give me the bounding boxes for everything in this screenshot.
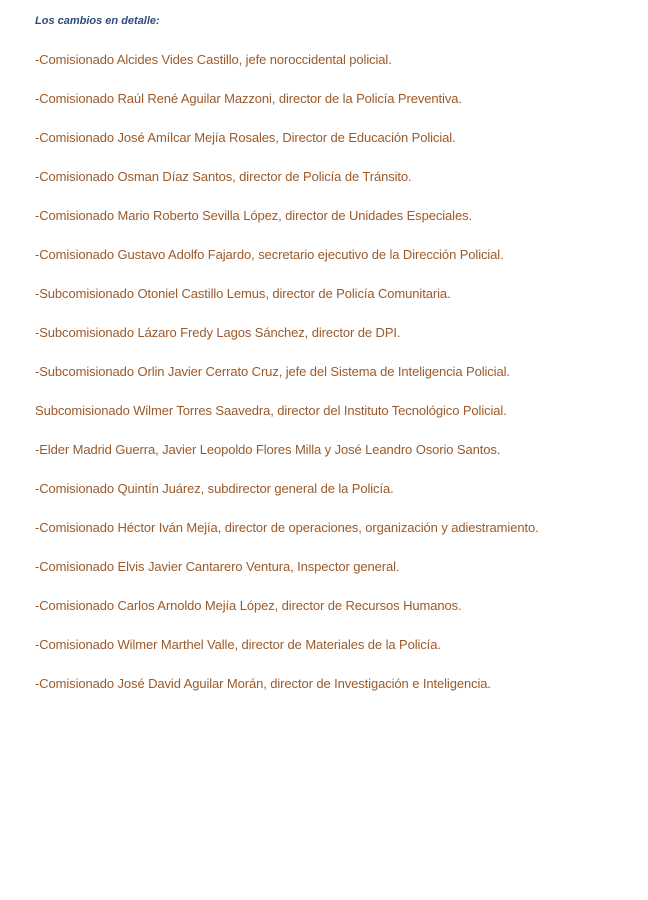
list-item: -Comisionado José David Aguilar Morán, director de Investigación e Inteligencia.	[35, 676, 491, 691]
list-item: -Comisionado Gustavo Adolfo Fajardo, secretario ejecutivo de la Dirección Policial.	[35, 247, 504, 262]
list-item: -Comisionado José Amílcar Mejía Rosales, Director de Educación Policial.	[35, 130, 456, 145]
list-item: -Comisionado Wilmer Marthel Valle, director de Materiales de la Policía.	[35, 637, 441, 652]
list-item: -Comisionado Elvis Javier Cantarero Ventura, Inspector general.	[35, 559, 400, 574]
list-item: -Comisionado Carlos Arnoldo Mejía López, director de Recursos Humanos.	[35, 598, 462, 613]
list-item: -Comisionado Osman Díaz Santos, director de Policía de Tránsito.	[35, 169, 412, 184]
list-item: -Comisionado Quintín Juárez, subdirector general de la Policía.	[35, 481, 394, 496]
list-item: -Comisionado Mario Roberto Sevilla López, director de Unidades Especiales.	[35, 208, 472, 223]
list-item: -Comisionado Héctor Iván Mejía, director de operaciones, organización y adiestramiento.	[35, 520, 539, 535]
list-item: Subcomisionado Wilmer Torres Saavedra, director del Instituto Tecnológico Policial.	[35, 403, 507, 418]
list-item: -Subcomisionado Otoniel Castillo Lemus, director de Policía Comunitaria.	[35, 286, 451, 301]
list-item: -Elder Madrid Guerra, Javier Leopoldo Flores Milla y José Leandro Osorio Santos.	[35, 442, 501, 457]
list-item: -Subcomisionado Orlin Javier Cerrato Cruz, jefe del Sistema de Inteligencia Policial.	[35, 364, 510, 379]
list-item: -Comisionado Raúl René Aguilar Mazzoni, director de la Policía Preventiva.	[35, 91, 462, 106]
appointments-list	[35, 48, 608, 696]
list-item: -Comisionado Alcides Vides Castillo, jefe noroccidental policial.	[35, 52, 392, 67]
section-heading: Los cambios en detalle:	[35, 15, 160, 27]
list-item: -Subcomisionado Lázaro Fredy Lagos Sánchez, director de DPI.	[35, 325, 401, 340]
